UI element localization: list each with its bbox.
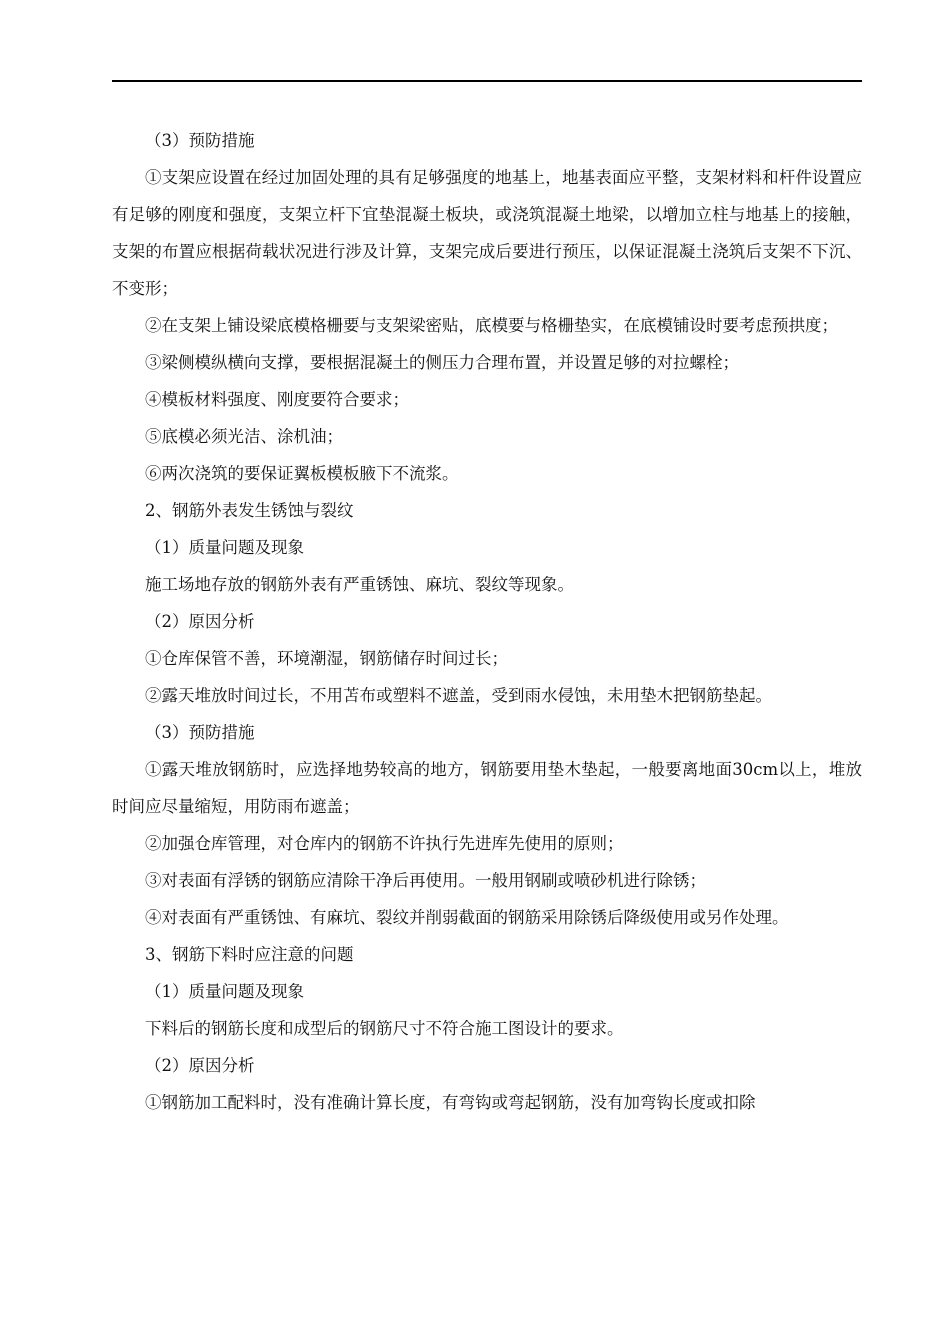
paragraph-cause-warehouse: ①仓库保管不善，环境潮湿，钢筋储存时间过长； [145, 649, 508, 668]
subheading-prevention-2: （3）预防措施 [145, 723, 255, 742]
subheading-quality-issue-2: （1）质量问题及现象 [145, 982, 304, 1001]
paragraph-formwork-material: ④模板材料强度、刚度要符合要求； [145, 390, 409, 409]
paragraph-two-pours: ⑥两次浇筑的要保证翼板模板腋下不流浆。 [145, 464, 459, 483]
paragraph-outdoor-storage: ①露天堆放钢筋时，应选择地势较高的地方，钢筋要用垫木垫起，一般要离地面30cm以上，堆放时间应尽量缩短，用防雨布遮盖； [112, 760, 862, 816]
paragraph-support-foundation: ①支架应设置在经过加固处理的具有足够强度的地基上，地基表面应平整，支架材料和杆件设置应有足够的刚度和强度，支架立杆下宜垫混凝土板块，或浇筑混凝土地梁，以增加立柱与地基上的接触，支架的布置应根据荷载状况进行涉及计算，支架完成后要进行预压，以保证混凝土浇筑后支架不下沉、不变形； [112, 168, 862, 298]
document-body [112, 122, 862, 1121]
section-heading-rebar-rust: 2、钢筋外表发生锈蚀与裂纹 [145, 501, 354, 520]
subheading-prevention-1: （3）预防措施 [145, 131, 255, 150]
paragraph-rust-phenomenon: 施工场地存放的钢筋外表有严重锈蚀、麻坑、裂纹等现象。 [145, 575, 574, 594]
subheading-cause-analysis-2: （2）原因分析 [145, 1056, 255, 1075]
subheading-cause-analysis-1: （2）原因分析 [145, 612, 255, 631]
paragraph-warehouse-management: ②加强仓库管理，对仓库内的钢筋不许执行先进库先使用的原则； [145, 834, 624, 853]
paragraph-surface-rust: ③对表面有浮锈的钢筋应清除干净后再使用。一般用钢刷或喷砂机进行除锈； [145, 871, 706, 890]
subheading-quality-issue-1: （1）质量问题及现象 [145, 538, 304, 557]
section-heading-rebar-cutting: 3、钢筋下料时应注意的问题 [145, 945, 354, 964]
header-rule [112, 80, 862, 82]
paragraph-cause-outdoor: ②露天堆放时间过长，不用苫布或塑料不遮盖，受到雨水侵蚀，未用垫木把钢筋垫起。 [145, 686, 772, 705]
paragraph-bottom-clean: ⑤底模必须光洁、涂机油； [145, 427, 343, 446]
paragraph-side-formwork: ③梁侧模纵横向支撑，要根据混凝土的侧压力合理布置，并设置足够的对拉螺栓； [145, 353, 739, 372]
paragraph-bottom-formwork: ②在支架上铺设梁底模格栅要与支架梁密贴，底模要与格栅垫实，在底模铺设时要考虑预拱度； [145, 316, 838, 335]
paragraph-cutting-phenomenon: 下料后的钢筋长度和成型后的钢筋尺寸不符合施工图设计的要求。 [145, 1019, 624, 1038]
paragraph-severe-rust: ④对表面有严重锈蚀、有麻坑、裂纹并削弱截面的钢筋采用除锈后降级使用或另作处理。 [145, 908, 789, 927]
paragraph-cutting-cause: ①钢筋加工配料时，没有准确计算长度，有弯钩或弯起钢筋，没有加弯钩长度或扣除 [145, 1093, 756, 1112]
